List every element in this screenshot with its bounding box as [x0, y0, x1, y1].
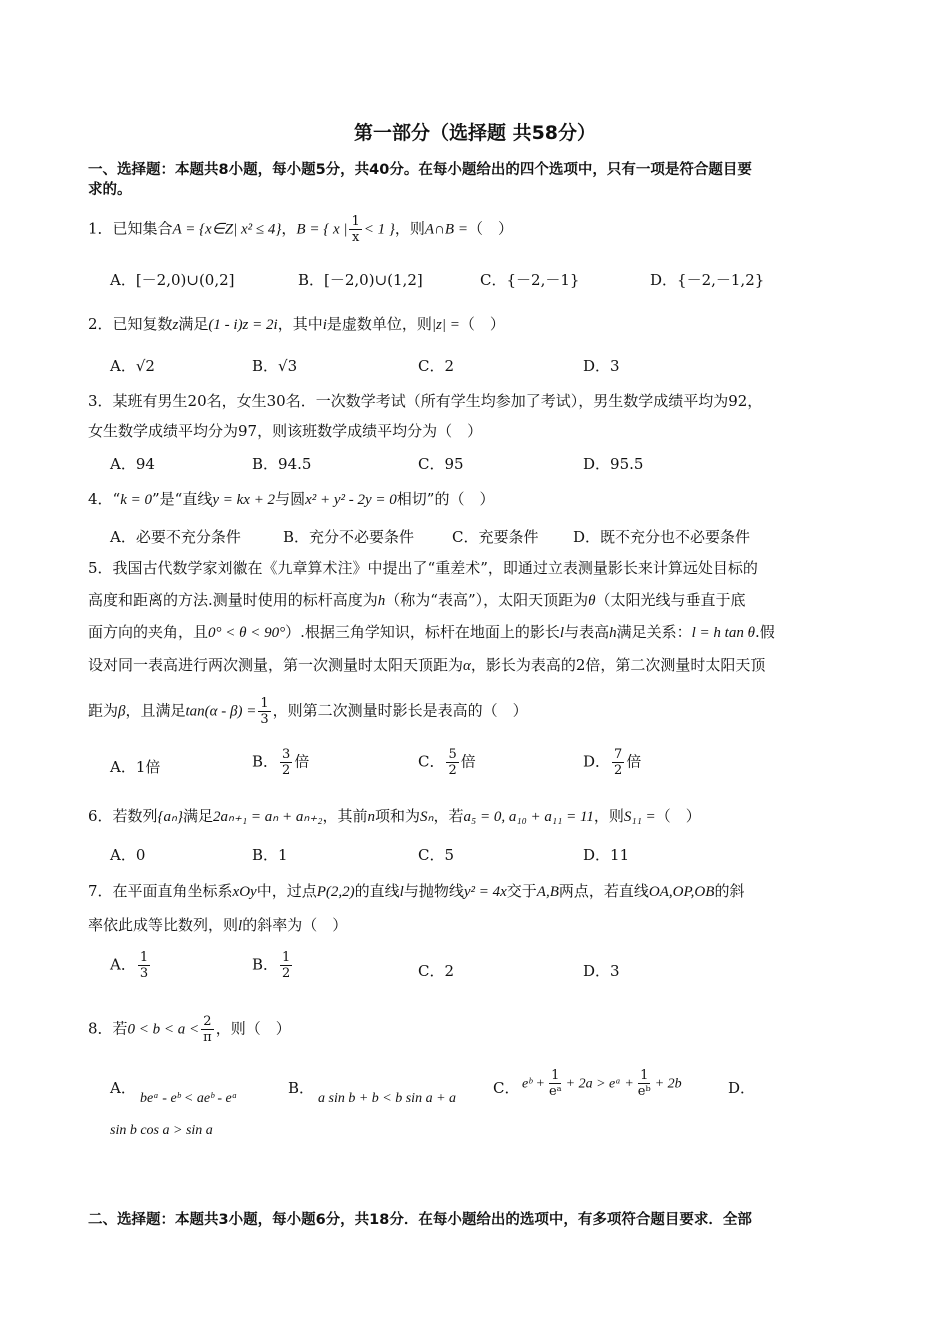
q5-h: h	[377, 593, 386, 609]
q7-text-2b: 的斜率为（ ）	[242, 916, 348, 934]
q8-text-a: 8．若	[88, 1019, 128, 1038]
q8-opt-d-expr: sin b cos a > sin a	[110, 1123, 213, 1138]
q5-opt-a-text: 1倍	[135, 758, 161, 776]
frac-num: 1	[282, 950, 291, 965]
q5-option-c[interactable]	[418, 747, 476, 778]
q6-sn: Sₙ	[420, 809, 434, 825]
q2-text2: 满足	[178, 315, 209, 333]
q8-opt-c-frac2	[636, 1068, 653, 1099]
q5-line2	[88, 590, 746, 611]
q1-option-a[interactable]: A．[－2,0)∪(0,2]	[110, 271, 235, 289]
q7-text-a: 7．在平面直角坐标系	[88, 882, 233, 900]
q7-lines: OA,OP,OB	[648, 884, 715, 900]
q1-fraction	[349, 214, 361, 245]
q3-option-d[interactable]: D．95.5	[583, 455, 644, 473]
q5-opt-d-label: D．	[583, 752, 611, 771]
frac-num: 1	[139, 950, 149, 965]
q6-option-b[interactable]: B．1	[252, 846, 288, 864]
q6-text-e: ，若	[433, 807, 464, 825]
q7-l2: l	[238, 918, 243, 934]
q5-text-2a: 高度和距离的方法.测量时使用的标杆高度为	[88, 591, 378, 609]
q4-text-a: 4．“	[88, 490, 121, 508]
q5-h2: h	[609, 625, 617, 641]
q2-stem	[88, 314, 505, 335]
q7-option-a[interactable]	[110, 950, 152, 981]
q7-text-b: 中，过点	[256, 882, 317, 900]
q5-text-2c: （太阳光线与垂直于底	[595, 591, 746, 609]
q6-n: n	[367, 809, 376, 825]
q5-option-d[interactable]	[583, 747, 641, 778]
section2-heading: 二、选择题：本题共3小题，每小题6分，共18分．在每小题给出的选项中，有多项符合题目要求．全部	[88, 1212, 752, 1228]
q7-option-b[interactable]	[252, 950, 294, 981]
q7-option-d[interactable]	[583, 961, 620, 981]
q6-text-d: 项和为	[375, 807, 421, 825]
q8-option-c-label[interactable]: C．	[493, 1079, 520, 1097]
q5-option-b[interactable]	[252, 747, 309, 778]
q5-theta: θ	[588, 593, 596, 609]
frac-den: eᵇ	[637, 1084, 651, 1099]
q3-option-c[interactable]: C．95	[418, 455, 464, 473]
frac-num: 7	[614, 747, 623, 762]
q1-frac-num: 1	[351, 214, 360, 229]
q1-expr: A∩B =	[424, 221, 468, 238]
q8-frac-den: π	[203, 1030, 212, 1045]
q5-text-4b: ，影长为表高的2倍，第二次测量时太阳天顶	[470, 656, 766, 674]
q1-option-b[interactable]: B．[－2,0)∪(1,2]	[298, 271, 423, 289]
page-title: 第一部分（选择题 共58分）	[353, 122, 597, 144]
q1-stem	[88, 214, 513, 245]
q5-tan-num: 1	[260, 696, 269, 711]
section1-heading-line1: 一、选择题：本题共8小题，每小题5分，共40分。在每小题给出的四个选项中，只有一项是符合题目要	[88, 162, 752, 178]
q7-text-e: 交于	[506, 882, 537, 900]
q7-opt-a-label: A．	[110, 955, 136, 974]
q6-s11: S₁₁ =	[623, 809, 656, 825]
frac-num: 5	[448, 747, 457, 762]
frac-den: 3	[139, 966, 149, 981]
q8-option-b[interactable]	[318, 1088, 456, 1109]
q3-line1: 3．某班有男生20名，女生30名．一次数学考试（所有学生均参加了考试），男生数学成绩平均为92，	[88, 392, 763, 410]
q2-option-d[interactable]: D．3	[583, 357, 620, 375]
q4-option-b[interactable]: B．充分不必要条件	[283, 528, 415, 546]
q5-opt-d-frac	[612, 747, 624, 778]
q7-opt-b-label: B．	[252, 955, 279, 974]
q8-option-a[interactable]	[140, 1088, 237, 1109]
q4-k0: k = 0	[120, 492, 152, 508]
q5-text-5a: 距为	[88, 701, 119, 720]
q2-text: 2．已知复数	[88, 315, 173, 333]
q7-option-c[interactable]	[418, 961, 454, 981]
q8-opt-a-expr: beᵃ - eᵇ < aeᵇ - eᵃ	[140, 1091, 238, 1106]
q7-opt-c-label: C．	[418, 962, 445, 980]
q1-text-b: ，则	[394, 219, 425, 238]
q7-line1	[88, 881, 744, 902]
q8-opt-c-a: eᵇ +	[522, 1076, 545, 1092]
q5-text-3b: ）.根据三角学知识，标杆在地面上的影长	[285, 623, 560, 641]
q1-text: 1．已知集合	[88, 219, 173, 238]
q1-set-a: A = {x∈Z| x² ≤ 4}	[172, 221, 282, 238]
q7-l: l	[399, 884, 404, 900]
q5-opt-b-suffix: 倍	[294, 752, 310, 771]
q4-option-d[interactable]: D．既不充分也不必要条件	[573, 528, 751, 546]
q6-text-c: ，其前	[322, 807, 368, 825]
q7-text-c: 的直线	[354, 882, 400, 900]
q5-beta: β	[118, 703, 126, 720]
q6-condition: a₅ = 0, a₁₀ + a₁₁ = 11	[463, 809, 594, 825]
q6-option-d[interactable]: D．11	[583, 846, 630, 864]
frac-den: 2	[448, 763, 457, 778]
q4-stem	[88, 489, 494, 510]
q5-text-3d: 满足关系：	[616, 623, 692, 641]
q5-line4	[88, 655, 765, 676]
q8-opt-c-b: + 2a > eᵃ +	[565, 1076, 634, 1092]
q1-set-b-right: < 1 }	[363, 221, 395, 238]
q5-text-4a: 设对同一表高进行两次测量，第一次测量时太阳天顶距为	[88, 656, 464, 674]
q5-l: l	[559, 625, 565, 641]
q5-opt-b-frac	[280, 747, 292, 778]
q7-point: P(2,2)	[316, 884, 355, 900]
frac-den: 2	[614, 763, 623, 778]
q5-range: 0° < θ < 90°	[208, 625, 286, 641]
q8-opt-c-c: + 2b	[654, 1076, 682, 1092]
q7-opt-a-frac	[138, 950, 150, 981]
q5-tan-den: 3	[260, 712, 269, 727]
q4-text-d: 相切”的（ ）	[396, 490, 495, 508]
q5-tan-fraction	[258, 696, 270, 727]
q5-opt-b-label: B．	[252, 752, 279, 771]
q8-option-a-label[interactable]: A．	[110, 1079, 136, 1097]
q1-sep: ，	[281, 219, 297, 238]
q2-option-a[interactable]: A．√2	[110, 357, 155, 375]
q8-opt-b-expr: a sin b + b < b sin a + a	[318, 1091, 457, 1106]
q4-option-c[interactable]: C．充要条件	[452, 528, 539, 546]
q3-option-b[interactable]: B．94.5	[252, 455, 312, 473]
q6-seq: {aₙ}	[157, 809, 184, 825]
q5-text-5b: ，且满足	[125, 701, 186, 720]
q7-parabola: y² = 4x	[463, 884, 507, 900]
q5-opt-a-label: A．	[110, 758, 136, 776]
q2-option-b[interactable]: B．√3	[252, 357, 298, 375]
q6-recurrence: 2aₙ₊₁ = aₙ + aₙ₊₂	[213, 809, 323, 825]
q5-relation: l = h tan θ	[691, 625, 755, 641]
q8-inequality: 0 < b < a <	[127, 1021, 200, 1038]
q5-line3	[88, 622, 775, 643]
q5-line1: 5．我国古代数学家刘徽在《九章算术注》中提出了“重差术”，即通过立表测量影长来计算远处目标的	[88, 559, 758, 577]
frac-den: 2	[282, 966, 291, 981]
q5-tan-expr: tan(α - β) =	[185, 703, 257, 720]
q7-xoy: xOy	[232, 884, 257, 900]
q5-text-3c: 与表高	[564, 623, 610, 641]
q7-opt-d-text: 3	[610, 962, 620, 980]
q5-line5	[88, 696, 528, 727]
q5-opt-c-label: C．	[418, 752, 445, 771]
frac-den: eᵃ	[548, 1084, 562, 1099]
q5-alpha: α	[463, 658, 471, 674]
q6-text-a: 6．若数列	[88, 807, 158, 825]
q6-option-a[interactable]: A．0	[110, 846, 146, 864]
q3-line2: 女生数学成绩平均分为97，则该班数学成绩平均分为（ ）	[88, 422, 483, 440]
q5-opt-c-suffix: 倍	[460, 752, 476, 771]
q6-text-f: ，则	[593, 807, 624, 825]
q1-frac-den: x	[351, 230, 360, 245]
q7-opt-c-text: 2	[444, 962, 455, 980]
q5-option-a[interactable]	[110, 757, 160, 777]
q6-stem	[88, 806, 701, 827]
q5-text-3a: 面方向的夹角，且	[88, 623, 209, 641]
q4-line-eq: y = kx + 2	[212, 492, 276, 508]
frac-num: 3	[282, 747, 291, 762]
q7-opt-b-frac	[280, 950, 292, 981]
q8-stem	[88, 1014, 291, 1045]
q5-opt-c-frac	[446, 747, 458, 778]
q1-set-b-left: B = { x |	[296, 221, 348, 238]
q7-text-g: 的斜	[714, 882, 745, 900]
q2-i: i	[322, 317, 327, 333]
q4-text-c: 与圆	[275, 490, 306, 508]
q2-text4: 是虚数单位，则	[326, 315, 432, 333]
q4-circle-eq: x² + y² - 2y = 0	[305, 492, 397, 508]
q5-text-5c: ，则第二次测量时影长是表高的（ ）	[272, 701, 528, 720]
frac-den: 2	[282, 763, 291, 778]
q2-option-c[interactable]: C．2	[418, 357, 455, 375]
q8-option-b-label[interactable]: B．	[288, 1079, 315, 1097]
q8-fraction	[201, 1014, 214, 1045]
q7-line2	[88, 915, 347, 936]
q8-option-d-label[interactable]: D．	[728, 1079, 756, 1097]
q1-paren: （ ）	[467, 219, 513, 238]
q2-text3: ，其中	[277, 315, 323, 333]
q8-option-d[interactable]	[110, 1120, 213, 1141]
q5-text-2b: （称为“表高”），太阳天顶距为	[385, 591, 589, 609]
q8-option-c[interactable]	[522, 1068, 682, 1099]
q4-text-b: ”是“直线	[152, 490, 213, 508]
q4-option-a[interactable]: A．必要不充分条件	[110, 528, 241, 546]
q2-paren: （ ）	[459, 315, 505, 333]
q2-z: z	[172, 317, 179, 333]
q5-opt-d-suffix: 倍	[626, 752, 642, 771]
frac-num: 1	[640, 1068, 649, 1083]
q1-option-d[interactable]: D．{－2,－1,2}	[650, 271, 765, 289]
q1-option-c[interactable]: C．{－2,－1}	[480, 271, 580, 289]
q8-opt-c-frac1	[547, 1068, 564, 1099]
q7-text-f: 两点，若直线	[558, 882, 649, 900]
q2-abs-z: |z| =	[431, 317, 460, 333]
q7-opt-d-label: D．	[583, 962, 611, 980]
q8-text-b: ，则（ ）	[215, 1019, 291, 1038]
q6-text-b: 满足	[183, 807, 214, 825]
q7-ab: A,B	[536, 884, 559, 900]
q6-option-c[interactable]: C．5	[418, 846, 455, 864]
q5-text-3e: .假	[754, 623, 775, 641]
q8-frac-num: 2	[203, 1014, 212, 1029]
q6-paren: （ ）	[655, 807, 701, 825]
q7-text-d: 与抛物线	[403, 882, 464, 900]
q7-text-2a: 率依此成等比数列，则	[88, 916, 239, 934]
q2-equation: (1 - i)z = 2i	[208, 317, 278, 333]
frac-num: 1	[551, 1068, 560, 1083]
q3-option-a[interactable]: A．94	[110, 455, 155, 473]
section1-heading-line2: 求的。	[88, 182, 132, 198]
